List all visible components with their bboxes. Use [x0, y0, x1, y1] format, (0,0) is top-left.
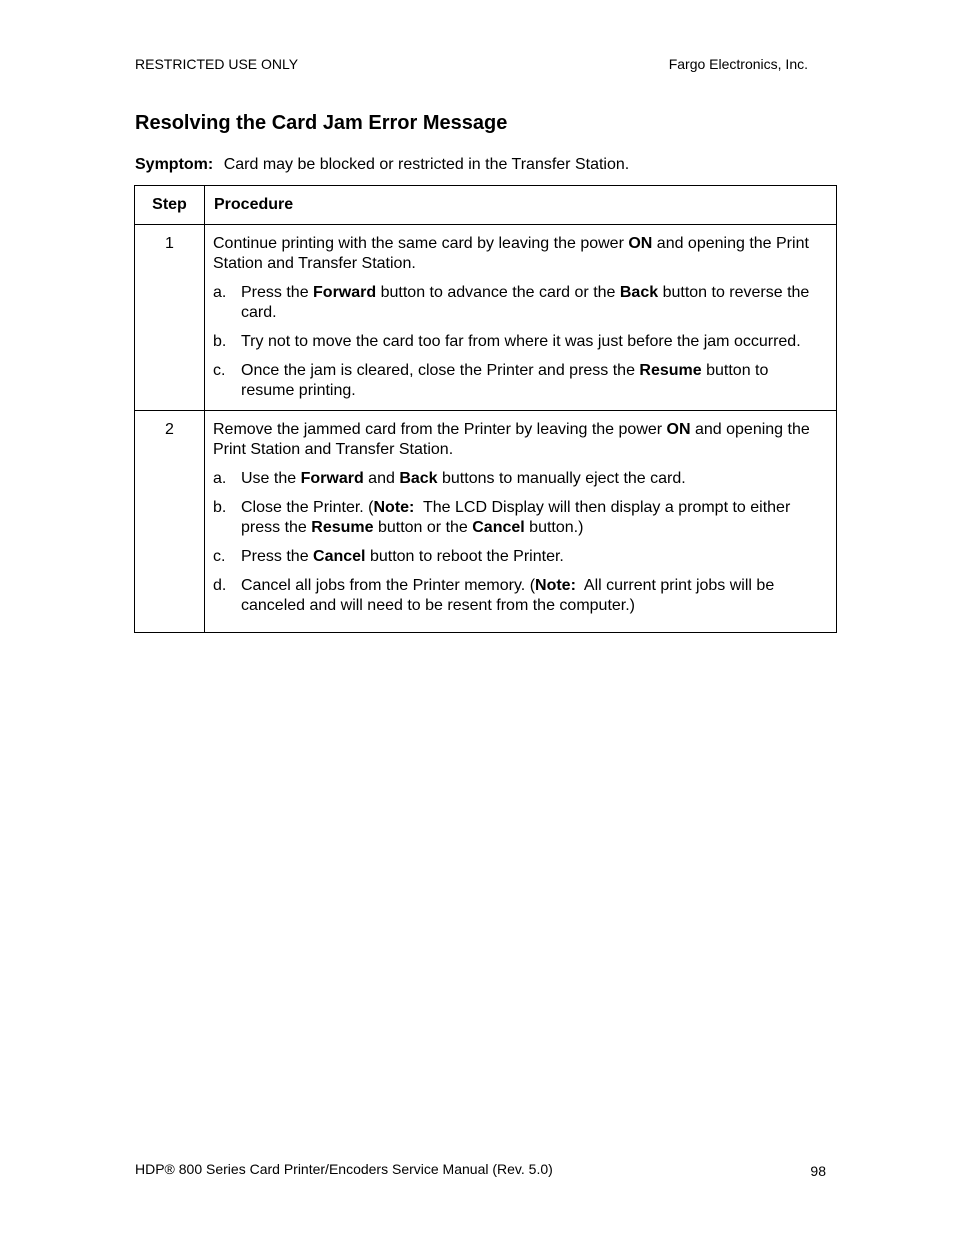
substep-letter: c. [213, 548, 226, 565]
step-number: 2 [135, 411, 205, 633]
procedure-table [134, 185, 837, 633]
substep-letter: b. [213, 499, 227, 516]
table-row [135, 225, 837, 411]
procedure-cell [205, 411, 837, 633]
symptom-line [135, 156, 629, 174]
step-column-header: Step [135, 186, 205, 225]
substep-letter: d. [213, 577, 227, 594]
page-header [135, 56, 808, 72]
symptom-label: Symptom: [135, 156, 214, 173]
manual-title: HDP® 800 Series Card Printer/Encoders Service Manual (Rev. 5.0) [135, 1161, 553, 1177]
procedure-column-header: Procedure [205, 186, 837, 225]
page-footer [135, 1161, 826, 1177]
substep-list [213, 283, 826, 401]
section-title: Resolving the Card Jam Error Message [135, 112, 508, 134]
procedure-cell [205, 225, 837, 411]
substep-letter: a. [213, 284, 227, 301]
header-company-name: Fargo Electronics, Inc. [668, 56, 808, 72]
list-item: d. Cancel all jobs from the Printer memory. (Note: All current print jobs will be canceled and will need to be resent from the computer.) [213, 577, 779, 614]
procedure-intro: Continue printing with the same card by leaving the power ON and opening the Print Station and Transfer Station. [213, 235, 809, 272]
table-row [135, 411, 837, 633]
page-number: 98 [810, 1163, 826, 1179]
substep-letter: a. [213, 470, 227, 487]
list-item: a. Press the Forward button to advance the card or the Back button to reverse the card. [213, 284, 810, 321]
step-number: 1 [135, 225, 205, 411]
symptom-text: Card may be blocked or restricted in the Transfer Station. [223, 156, 630, 173]
list-item: a. Use the Forward and Back buttons to manually eject the card. [213, 470, 686, 487]
procedure-intro: Remove the jammed card from the Printer by leaving the power ON and opening the Print Station and Transfer Station. [213, 421, 810, 458]
substep-letter: b. [213, 333, 227, 350]
list-item: c. Once the jam is cleared, close the Printer and press the Resume button to resume printing. [213, 362, 769, 399]
list-item: b. Try not to move the card too far from where it was just before the jam occurred. [213, 333, 801, 350]
list-item: b. Close the Printer. (Note: The LCD Display will then display a prompt to either press the Resume button or the Cancel button.) [213, 499, 795, 536]
table-header-row [135, 186, 837, 225]
header-restricted-label: RESTRICTED USE ONLY [135, 56, 299, 72]
list-item: c. Press the Cancel button to reboot the Printer. [213, 548, 564, 565]
substep-list [213, 469, 826, 616]
substep-letter: c. [213, 362, 226, 379]
